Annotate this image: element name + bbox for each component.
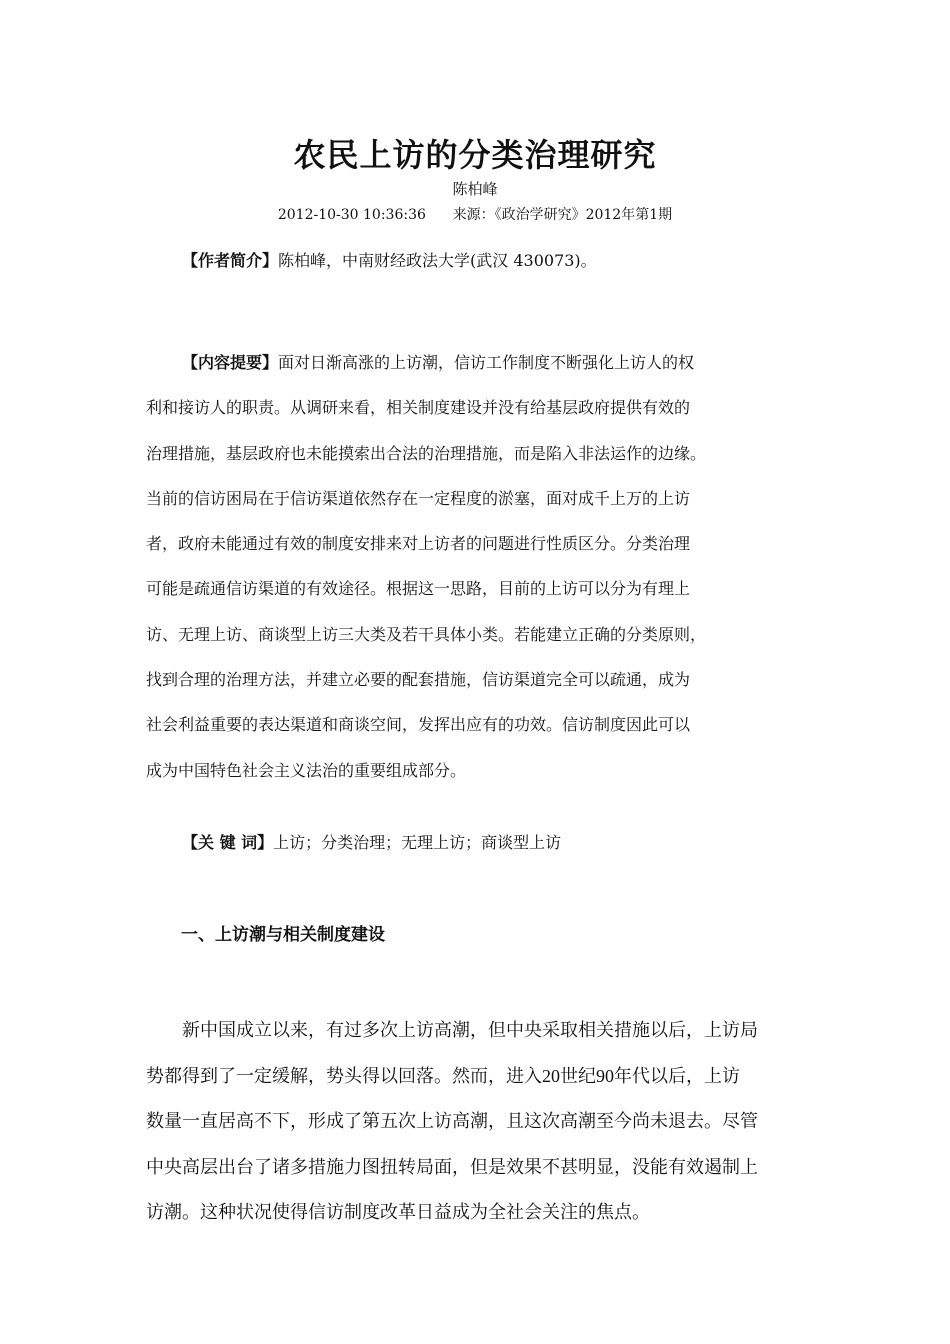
body-line: 数量一直居高不下，形成了第五次上访高潮，且这次高潮至今尚未退去。尽管 xyxy=(146,1111,758,1131)
section-body xyxy=(146,1008,806,1236)
abstract-line: 当前的信访困局在于信访渠道依然存在一定程度的淤塞，面对成千上万的上访 xyxy=(146,488,691,508)
abstract-line: 社会利益重要的表达渠道和商谈空间，发挥出应有的功效。信访制度因此可以 xyxy=(146,715,691,735)
author-intro-label: 【作者简介】 xyxy=(182,251,279,270)
abstract-line: 可能是疏通信访渠道的有效途径。根据这一思路，目前的上访可以分为有理上 xyxy=(146,579,691,599)
body-line: 新中国成立以来，有过多次上访高潮，但中央采取相关措施以后，上访局 xyxy=(182,1020,758,1040)
abstract-line: 成为中国特色社会主义法治的重要组成部分。 xyxy=(146,760,467,780)
body-line: 访潮。这种状况使得信访制度改革日益成为全社会关注的焦点。 xyxy=(146,1202,650,1222)
author-intro xyxy=(146,248,806,271)
abstract-text: 面对日渐高涨的上访潮，信访工作制度不断强化上访人的权 xyxy=(278,353,695,372)
abstract-line: 访、无理上访、商谈型上访三大类及若干具体小类。若能建立正确的分类原则， xyxy=(146,624,707,644)
article-title: 农民上访的分类治理研究 xyxy=(293,136,657,174)
keywords-line xyxy=(146,830,806,853)
author-intro-text: 陈柏峰，中南财经政法大学(武汉 430073)。 xyxy=(278,251,597,270)
abstract-line: 利和接访人的职责。从调研来看，相关制度建设并没有给基层政府提供有效的 xyxy=(146,398,691,418)
section-heading: 一、上访潮与相关制度建设 xyxy=(181,925,385,945)
body-line: 势都得到了一定缓解，势头得以回落。然而，进入20世纪90年代以后，上访 xyxy=(146,1065,740,1086)
keywords-text: 上访；分类治理；无理上访；商谈型上访 xyxy=(273,833,562,852)
abstract-line: 者，政府未能通过有效的制度安排来对上访者的问题进行性质区分。分类治理 xyxy=(146,534,691,554)
abstract-label: 【内容提要】 xyxy=(182,353,279,372)
body-line: 中央高层出台了诸多措施力图扭转局面，但是效果不甚明显，没能有效遏制上 xyxy=(146,1156,758,1177)
keywords xyxy=(146,830,806,853)
keywords-label: 【关 键 词】 xyxy=(182,833,274,852)
abstract-line: 治理措施，基层政府也未能摸索出合法的治理措施，而是陷入非法运作的边缘。 xyxy=(146,443,707,463)
author-intro-line xyxy=(146,248,806,271)
abstract-line xyxy=(146,340,806,385)
abstract-line: 找到合理的治理方法，并建立必要的配套措施，信访渠道完全可以疏通，成为 xyxy=(146,670,691,690)
article-author: 陈柏峰 xyxy=(452,180,498,198)
article-meta: 2012-10-30 10:36:36 来源：《政治学研究》2012年第1期 xyxy=(277,207,673,223)
abstract xyxy=(146,340,806,793)
